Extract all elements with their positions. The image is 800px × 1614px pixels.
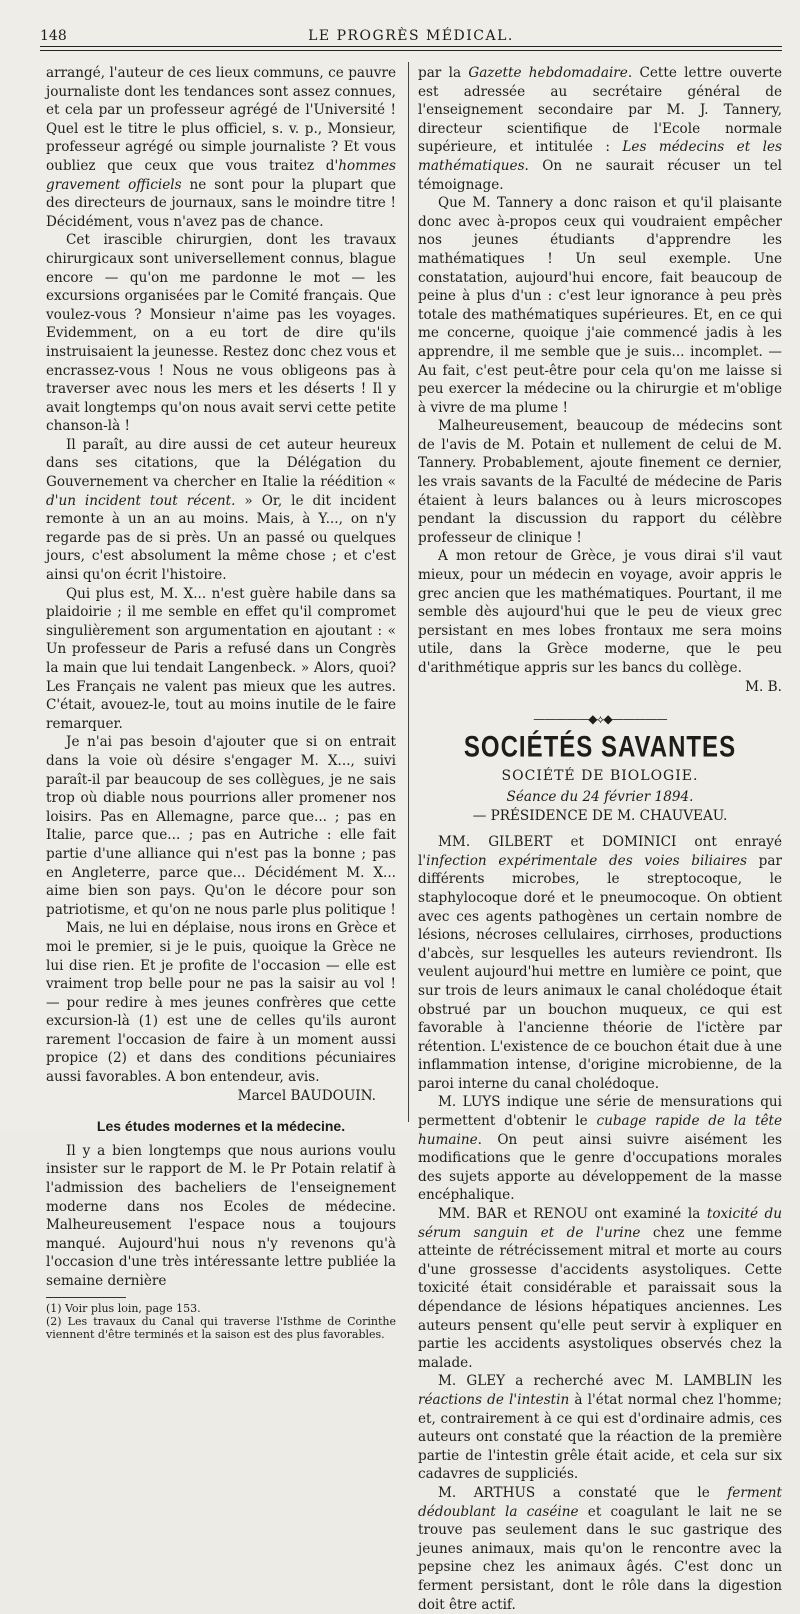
session-date: Séance du 24 février 1894. xyxy=(506,788,694,805)
footnote: (1) Voir plus loin, page 153. xyxy=(46,1301,201,1315)
session-presidency: — PRÉSIDENCE DE M. CHAUVEAU. xyxy=(472,807,728,824)
author-signature: M. B. xyxy=(745,678,782,695)
paragraph: Cet irascible chirurgien, dont les travaux chirurgicaux sont universellement connus, blague encore — qu'on me pardonne le mot — les excursions organisées par le Comité français. Que voulez-vous ? Monsieur n'aime pas les voyages. Evidemment, on a eu tort de dire qu'ils instruisaient la jeunesse. Restez donc chez vous et encrassez-vous ! Nous ne vous obligeons pas à traverser avec nous les mers et les déserts ! Il y avait longtemps qu'on nous avait servi cette petite chanson-là ! xyxy=(46,232,396,435)
footnote: (2) Les travaux du Canal qui traverse l'Isthme de Corinthe viennent d'être terminés et la saison est des plus favorables. xyxy=(46,1314,396,1341)
paragraph: par la Gazette hebdomadaire. Cette lettre ouverte est adressée au secrétaire général de l'enseignement secondaire par M. J. Tannery, directeur scientifique de l'Ecole normale supérieure, et intitulée : Les médecins et les mathématiques. On ne saurait récuser un tel témoignage. xyxy=(418,65,782,193)
footnote-rule xyxy=(46,1297,126,1298)
section-heading: SOCIÉTÉS SAVANTES xyxy=(463,730,737,764)
journal-title: LE PROGRÈS MÉDICAL. xyxy=(308,28,514,44)
header-rule xyxy=(40,46,782,47)
right-column xyxy=(418,64,782,1614)
paragraph: MM. BAR et RENOU ont examiné la toxicité du sérum sanguin et de l'urine chez une femme atteinte de rétrécissement mitral et morte au cours d'une grossesse d'accidents asystoliques. Cette toxicité était considérable et paraissait sous la dépendance de lésions hépatiques anciennes. Les auteurs pensent qu'elle peut servir à expliquer en partie les accidents asystoliques observés chez la malade. xyxy=(418,1206,782,1371)
paragraph: M. GLEY a recherché avec M. LAMBLIN les réactions de l'intestin à l'état normal chez l'homme; et, contrairement à ce qui est d'ordinaire admis, ces auteurs ont constaté que la réaction de la première partie de l'intestin grêle était acide, et cela sur six cadavres de suppliciés. xyxy=(418,1373,782,1483)
header-rule-thin xyxy=(40,50,782,51)
paragraph: M. ARTHUS a constaté que le ferment dédoublant la caséine et coagulant le lait ne se trouve pas seulement dans le suc gastrique des jeunes animaux, mais qu'on le rencontre avec la pepsine chez les animaux âgés. C'est donc un ferment persistant, dont le rôle dans la digestion doit être actif. xyxy=(418,1484,782,1613)
paragraph: Il y a bien longtemps que nous aurions voulu insister sur le rapport de M. le Pr Potain relatif à l'admission des bacheliers de l'enseignement moderne dans nos Ecoles de médecine. Malheureusement l'espace nous a toujours manqué. Aujourd'hui nous n'y revenons qu'à l'occasion d'une très intéressante lettre publiée la semaine dernière xyxy=(46,1142,396,1289)
section-title: Les études modernes et la médecine. xyxy=(96,1118,346,1135)
column-divider xyxy=(408,62,409,1122)
paragraph: arrangé, l'auteur de ces lieux communs, ce pauvre journaliste dont les tendances sont assez connues, et cela par un professeur agrégé de l'Université ! Quel est le titre le plus officiel, s. v. p., Monsieur, professeur agrégé ou simple journaliste ? Et vous oubliez que ceux que vous traitez d'hommes gravement officiels ne sont pour la plupart que des directeurs de journaux, sans le moindre titre ! Décidément, vous n'avez pas de chance. xyxy=(46,65,396,230)
page-number: 148 xyxy=(40,28,67,44)
paragraph: A mon retour de Grèce, je vous dirai s'il vaut mieux, pour un médecin en voyage, avoir appris le grec ancien que les mathématiques. Pourtant, il me semble dès aujourd'hui que le peu de vieux grec persistant en mes lobes frontaux me sera moins utile, dans la Grèce moderne, que le peu d'arithmétique appris sur les bancs du collège. xyxy=(418,548,782,676)
page-header xyxy=(40,28,782,46)
left-column xyxy=(46,64,396,1341)
paragraph: Il paraît, au dire aussi de cet auteur heureux dans ses citations, que la Délégation du Gouvernement va chercher en Italie la réédition « d'un incident tout récent. » Or, le dit incident remonte à un an au moins. Mais, à Y..., on n'y regarde pas de si près. Un an passé ou quelques jours, c'est absolument la même chose ; et c'est ainsi qu'on écrit l'histoire. xyxy=(46,436,396,584)
paragraph: Qui plus est, M. X... n'est guère habile dans sa plaidoirie ; il me semble en effet qu'il compromet singulièrement son argumentation en ajoutant : « Un professeur de Paris a refusé dans un Congrès la main que lui tendait Langenbeck. » Alors, quoi? Les Français ne valent pas mieux que les autres. C'était, avouez-le, tout au moins inutile de le faire remarquer. xyxy=(46,585,396,732)
ornament-divider: —————◆⟡◆————— xyxy=(533,712,667,727)
paragraph: M. LUYS indique une série de mensurations qui permettent d'obtenir le cubage rapide de la tête humaine. On peut ainsi suivre aisément les modifications que le genre d'occupations morales des sujets apporte au développement de la masse encéphalique. xyxy=(418,1094,782,1204)
paragraph: Que M. Tannery a donc raison et qu'il plaisante donc avec à-propos ceux qui voudraient empêcher nos jeunes étudiants d'apprendre les mathématiques ! Un seul exemple. Une constatation, aujourd'hui encore, fait beaucoup de peine à plus d'un : c'est leur ignorance à peu près totale des mathématiques supérieures. Et, en ce qui me concerne, quoique j'aie commencé jadis à les apprendre, il me semble que je suis... incomplet. — Au fait, c'est peut-être pour cela qu'on me laisse si peu exercer la médecine ou la chirurgie et m'oblige à vivre de ma plume ! xyxy=(418,195,782,416)
paragraph: MM. GILBERT et DOMINICI ont enrayé l'infection expérimentale des voies biliaires par différents microbes, le streptocoque, le staphylocoque doré et le pneumocoque. On obtient avec ces agents pathogènes un certain nombre de lésions, nécroses cellulaires, cirrhoses, productions d'abcès, sur lesquelles les auteurs reviendront. Ils veulent aujourd'hui mettre en lumière ce point, que sur trois de leurs animaux le canal cholédoque était obstrué par un bouchon muqueux, ce qui est favorable à l'ancienne théorie de l'ictère par rétention. L'existence de ce bouchon était due à une inflammation intense, d'origine microbienne, de la paroi interne du canal cholédoque. xyxy=(418,834,782,1092)
paragraph: Je n'ai pas besoin d'ajouter que si on entrait dans la voie où désire s'engager M. X..., suivi paraît-il par beaucoup de ses collègues, je ne sais trop où diable nous pourrions aller promener nos loisirs. Pas en Allemagne, parce que... ; pas en Italie, parce que... ; pas en Autriche : elle fait partie d'une alliance qui n'est pas la bonne ; pas en Angleterre, parce que... Décidément M. X... aime bien son pays. Qu'on le décore pour son patriotisme, et qu'on ne nous parle plus politique ! xyxy=(46,734,396,918)
author-signature: Marcel BAUDOUIN. xyxy=(237,1087,376,1104)
paragraph: Mais, ne lui en déplaise, nous irons en Grèce et moi le premier, si je le puis, quoique la Grèce ne lui dise rien. Et je profite de l'occasion — elle est vraiment trop belle pour ne pas la saisir au vol ! — pour redire à mes jeunes confrères que cette excursion-là (1) est une de celles qu'ils auront rarement l'occasion de faire à un moment aussi propice (2) et dans des conditions pécuniaires aussi favorables. A bon entendeur, avis. xyxy=(46,920,396,1086)
paragraph: Malheureusement, beaucoup de médecins sont de l'avis de M. Potain et nullement de celui de M. Tannery. Probablement, ajoute finement ce dernier, les vrais savants de la Faculté de médecine de Paris étaient à leurs balances ou à leurs microscopes pendant la discussion du rapport du célèbre professeur de clinique ! xyxy=(418,418,782,546)
society-heading: SOCIÉTÉ DE BIOLOGIE. xyxy=(501,768,699,785)
